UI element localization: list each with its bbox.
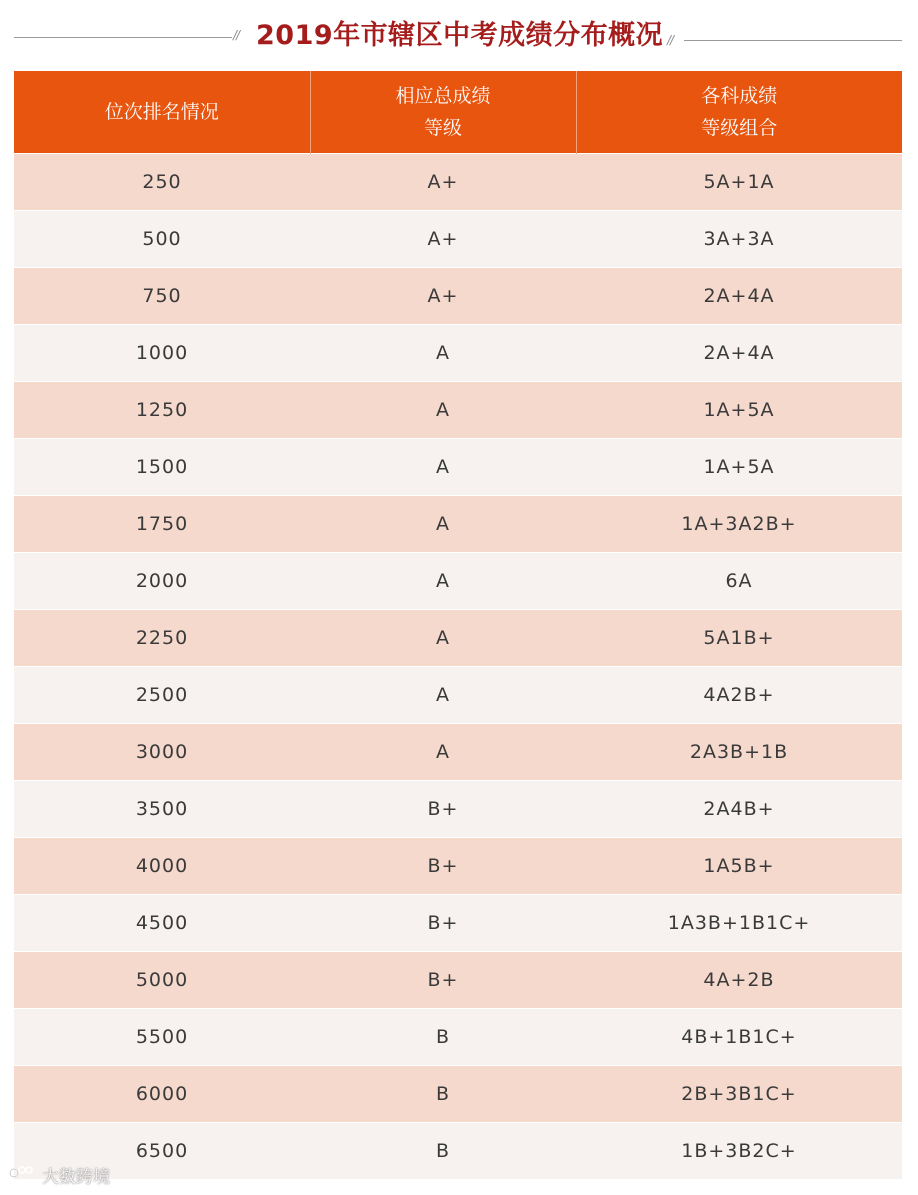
- table-row: [14, 1066, 902, 1123]
- subject-combo-cell: 2A+4A: [576, 268, 902, 325]
- rank-cell: 3500: [14, 781, 310, 838]
- header-subject-combo-line2: 等级组合: [701, 117, 778, 139]
- table-row: [14, 211, 902, 268]
- table-row: [14, 439, 902, 496]
- header-subject-combo-line1: 各科成绩: [701, 85, 778, 107]
- rank-cell: 4000: [14, 838, 310, 895]
- total-grade-cell: B+: [310, 952, 576, 1009]
- total-grade-cell: A: [310, 724, 576, 781]
- table-row: [14, 268, 902, 325]
- subject-combo-cell: 1A+3A2B+: [576, 496, 902, 553]
- rank-cell: 1250: [14, 382, 310, 439]
- subject-combo-cell: 1A+5A: [576, 382, 902, 439]
- subject-combo-cell: 2A+4A: [576, 325, 902, 382]
- table-body: [14, 154, 902, 1180]
- total-grade-cell: A: [310, 553, 576, 610]
- total-grade-cell: A+: [310, 211, 576, 268]
- table-row: [14, 610, 902, 667]
- rank-cell: 3000: [14, 724, 310, 781]
- page-title: 2019年市辖区中考成绩分布概况: [256, 20, 664, 51]
- subject-combo-cell: 1A5B+: [576, 838, 902, 895]
- rank-cell: 2000: [14, 553, 310, 610]
- total-grade-cell: B+: [310, 838, 576, 895]
- rank-cell: 750: [14, 268, 310, 325]
- table-row: [14, 382, 902, 439]
- table-header-row: [14, 71, 902, 154]
- total-grade-cell: A: [310, 610, 576, 667]
- table-row: [14, 781, 902, 838]
- subject-combo-cell: 2B+3B1C+: [576, 1066, 902, 1123]
- rank-cell: 1500: [14, 439, 310, 496]
- total-grade-cell: A+: [310, 268, 576, 325]
- title-divider-right: [684, 40, 902, 41]
- subject-combo-cell: 4B+1B1C+: [576, 1009, 902, 1066]
- table-row: [14, 724, 902, 781]
- header-total-grade: [310, 71, 576, 154]
- header-total-grade-line2: 等级: [423, 117, 462, 139]
- table-row: [14, 895, 902, 952]
- title-divider-left: [14, 37, 232, 38]
- rank-cell: 5000: [14, 952, 310, 1009]
- table-row: [14, 952, 902, 1009]
- rank-cell: 1750: [14, 496, 310, 553]
- subject-combo-cell: 2A4B+: [576, 781, 902, 838]
- table-row: [14, 154, 902, 211]
- table-row: [14, 496, 902, 553]
- watermark: [8, 1163, 110, 1191]
- subject-combo-cell: 4A2B+: [576, 667, 902, 724]
- subject-combo-cell: 5A+1A: [576, 154, 902, 211]
- table-row: [14, 838, 902, 895]
- rank-cell: 5500: [14, 1009, 310, 1066]
- rank-cell: 6500: [14, 1123, 310, 1180]
- subject-combo-cell: 1A3B+1B1C+: [576, 895, 902, 952]
- header-rank-line1: 位次排名情况: [104, 101, 219, 123]
- total-grade-cell: A: [310, 667, 576, 724]
- rank-cell: 2250: [14, 610, 310, 667]
- table-row: [14, 553, 902, 610]
- total-grade-cell: A: [310, 496, 576, 553]
- total-grade-cell: B+: [310, 895, 576, 952]
- total-grade-cell: B: [310, 1009, 576, 1066]
- subject-combo-cell: 1A+5A: [576, 439, 902, 496]
- subject-combo-cell: 6A: [576, 553, 902, 610]
- watermark-text: 大数跨境: [42, 1167, 110, 1188]
- title-slash-decoration-right: //: [667, 33, 674, 47]
- header-total-grade-line1: 相应总成绩: [395, 85, 491, 107]
- total-grade-cell: B: [310, 1066, 576, 1123]
- title-bar: [0, 0, 918, 72]
- table-row: [14, 325, 902, 382]
- total-grade-cell: A: [310, 325, 576, 382]
- total-grade-cell: A: [310, 382, 576, 439]
- table-row: [14, 1123, 902, 1180]
- header-subject-combo: [576, 71, 902, 154]
- bird-logo-icon: [8, 1163, 38, 1192]
- table-row: [14, 1009, 902, 1066]
- rank-cell: 4500: [14, 895, 310, 952]
- table-row: [14, 667, 902, 724]
- header-rank: [14, 71, 310, 154]
- rank-cell: 1000: [14, 325, 310, 382]
- total-grade-cell: B: [310, 1123, 576, 1180]
- rank-cell: 6000: [14, 1066, 310, 1123]
- rank-cell: 500: [14, 211, 310, 268]
- subject-combo-cell: 3A+3A: [576, 211, 902, 268]
- rank-cell: 2500: [14, 667, 310, 724]
- rank-cell: 250: [14, 154, 310, 211]
- subject-combo-cell: 5A1B+: [576, 610, 902, 667]
- title-slash-decoration-left: //: [233, 28, 240, 42]
- subject-combo-cell: 4A+2B: [576, 952, 902, 1009]
- grade-distribution-table: [14, 71, 902, 1179]
- total-grade-cell: B+: [310, 781, 576, 838]
- subject-combo-cell: 1B+3B2C+: [576, 1123, 902, 1180]
- subject-combo-cell: 2A3B+1B: [576, 724, 902, 781]
- total-grade-cell: A: [310, 439, 576, 496]
- total-grade-cell: A+: [310, 154, 576, 211]
